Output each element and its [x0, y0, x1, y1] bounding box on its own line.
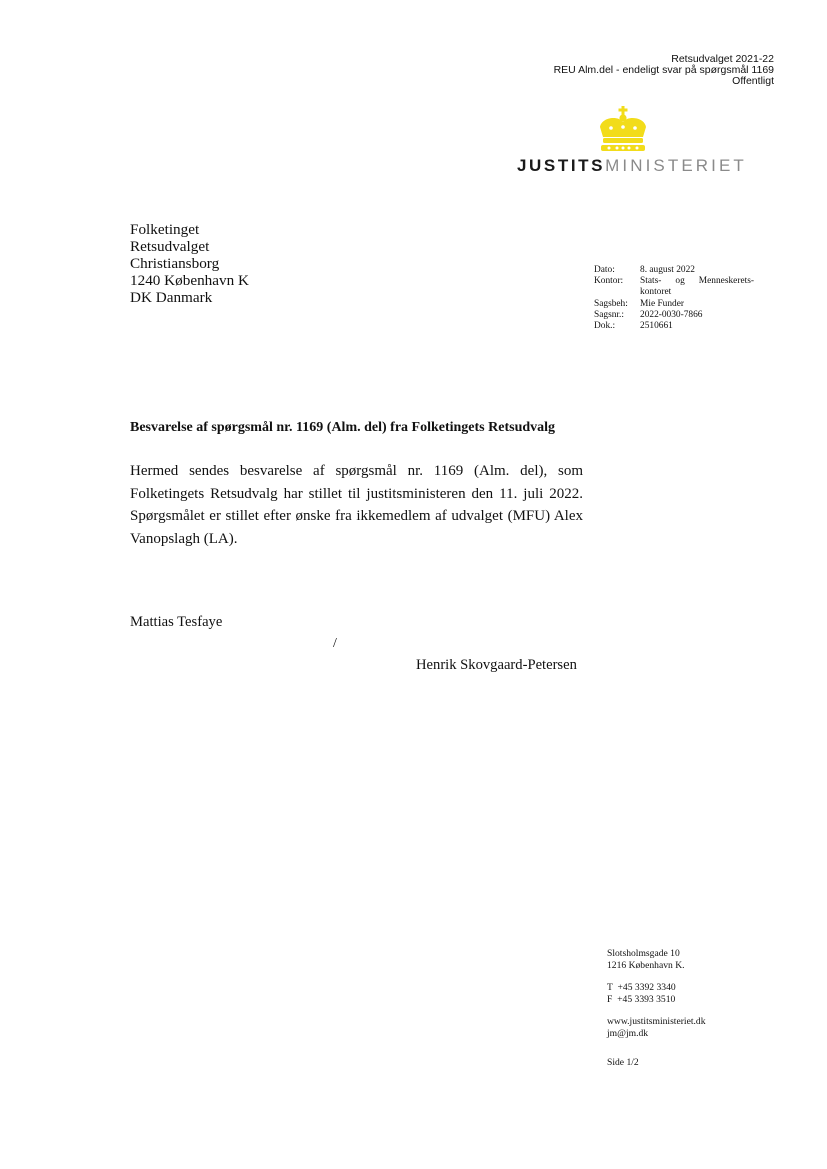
date-value: 8. august 2022: [640, 265, 695, 275]
office-label: Kontor:: [594, 276, 624, 287]
recipient-line: Retsudvalget: [130, 238, 210, 255]
footer-email: jm@jm.dk: [607, 1027, 649, 1039]
footer-website: www.justitsministeriet.dk: [607, 1016, 706, 1027]
official-name: Henrik Skovgaard-Petersen: [416, 657, 577, 673]
logo-text-ministeriet: MINISTERIET: [605, 156, 747, 175]
footer-city: 1216 København K.: [607, 959, 685, 971]
royal-crown-icon: [597, 106, 649, 152]
caseworker-label: Sagsbeh:: [594, 298, 628, 309]
caseworker-value: Mie Funder: [640, 298, 685, 309]
document-number-value: 2510661: [640, 321, 673, 332]
recipient-address: [130, 221, 249, 306]
logo-text-justits: JUSTITS: [517, 156, 606, 175]
footer-street: Slotsholmsgade 10: [607, 948, 680, 959]
document-stamp: [554, 54, 774, 87]
case-number-value: 2022-0030-7866: [640, 309, 703, 320]
footer-fax: F +45 3393 3510: [607, 993, 676, 1005]
stamp-reference: REU Alm.del - endeligt svar på spørgsmål 1169: [553, 64, 774, 76]
recipient-line: Folketinget: [130, 221, 200, 238]
letter-body: Hermed sendes besvarelse af spørgsmål nr. 1169 (Alm. del), som Folketingets Retsudvalg har stillet til justitsministeren den 11. juli 2022. Spørgsmålet er stillet efter ønske fra ikkemedlem af udvalget (MFU) Alex Vanopslagh (LA).: [130, 463, 583, 547]
case-number-label: Sagsnr.:: [594, 309, 624, 320]
ministry-logo: [517, 156, 747, 176]
ministry-contact-info: [607, 948, 706, 1039]
recipient-line: DK Danmark: [130, 289, 213, 306]
page-number: Side 1/2: [607, 1057, 639, 1068]
case-metadata: [594, 265, 754, 332]
stamp-committee: Retsudvalget 2021-22: [671, 53, 774, 65]
document-number-label: Dok.:: [594, 321, 616, 332]
date-label: Dato:: [594, 265, 615, 275]
office-value: Stats- og Menneskerets-kontoret: [640, 276, 754, 298]
footer-phone: T +45 3392 3340: [607, 982, 676, 993]
stamp-status: Offentligt: [732, 75, 774, 87]
recipient-line: Christiansborg: [130, 255, 220, 272]
minister-name: Mattias Tesfaye: [130, 614, 223, 630]
recipient-line: 1240 København K: [130, 272, 249, 289]
signature-separator: /: [333, 636, 337, 651]
letter-subject: Besvarelse af spørgsmål nr. 1169 (Alm. del) fra Folketingets Retsudvalg: [130, 420, 556, 435]
